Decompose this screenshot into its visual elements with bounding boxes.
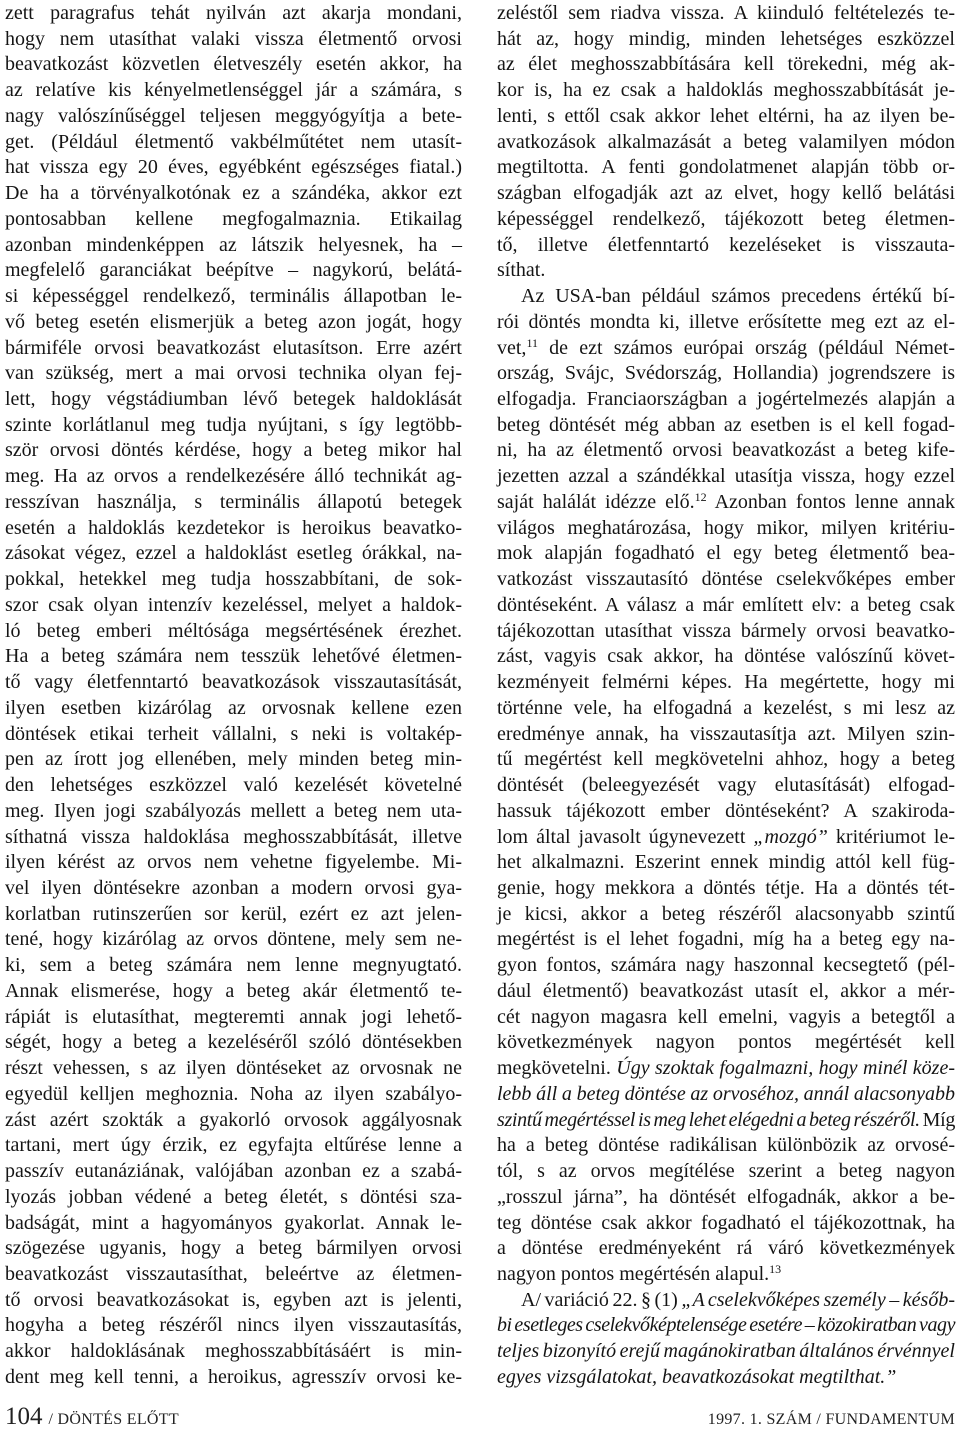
text-line [5, 1108, 462, 1134]
line-text: eredménye annak, ha visszautasítja azt. Milyen szin- [497, 722, 955, 745]
text-line [5, 104, 462, 130]
text-line [5, 52, 462, 78]
footnote-ref: 12 [694, 489, 707, 504]
italic-text: „mozgó” [753, 825, 828, 848]
text-line [497, 155, 955, 181]
line-text: tő orvosi beavatkozásokat is, egyben azt is jelenti, [5, 1288, 462, 1311]
line-text: világos meghatározása, hogy mikor, milyen kritériu- [497, 516, 955, 539]
line-text: hogy nem utasíthat valaki vissza életmentő orvosi [5, 27, 462, 50]
text-line [497, 52, 955, 78]
roman-text: Míg [919, 1108, 955, 1131]
line-text: történne vele, ha elfogadná a kezelést, s mi lesz az [497, 696, 955, 719]
line-text: het alkalmazni. Eszerint ennek mindig attól kell füg- [497, 851, 955, 874]
line-text: esetén a haldoklás kezdetekor is heroikus beavatko- [5, 516, 462, 539]
text-line [5, 979, 462, 1005]
italic-text: teljes bizonyító erejű magánokiratban általános érvénnyel [497, 1340, 955, 1363]
page-footer [5, 1403, 955, 1431]
paragraph [497, 1, 955, 284]
text-line [497, 747, 955, 773]
text-line [5, 1, 462, 27]
text-line [5, 876, 462, 902]
line-text: síthatná vissza haldoklása meghosszabbítását, illetve [5, 825, 462, 848]
line-text: szinte korlátlanul meg tudja nyújtani, s így legtöbb- [5, 413, 462, 436]
line-text: zást azért szokták a gyakorló orvosok aggályosnak [5, 1108, 462, 1131]
line-text: képességgel rendelkező, tájékozott beteg életmen- [497, 207, 955, 230]
text-line [497, 773, 955, 799]
line-text: szögezése ugyanis, hogy a beteg bármilyen orvosi [5, 1237, 462, 1260]
text-line [5, 1262, 462, 1288]
line-text: beteg döntését még abban az esetben is el kell fogad- [497, 413, 955, 436]
line-text: cét nagyon magasra kell emelni, vagyis a betegtől a [497, 1005, 955, 1028]
line-text: passzív eutanáziának, valójában azonban ez a szabá- [5, 1160, 462, 1183]
line-text: hogyha a beteg részéről nincs ilyen visszautasítás, [5, 1314, 462, 1337]
text-line [497, 1133, 955, 1159]
text-line [5, 1159, 462, 1185]
text-line [5, 696, 462, 722]
text-line [497, 130, 955, 156]
line-text: akkor haldoklásának meghosszabbításáért is min- [5, 1340, 462, 1363]
text-line [497, 1159, 955, 1185]
text-line [497, 284, 955, 310]
text-line [5, 1082, 462, 1108]
line-text: „rosszul járna”, ha döntését elfogadnák, akkor a be- [497, 1185, 955, 1208]
text-line [5, 1313, 462, 1339]
text-line [497, 1030, 955, 1056]
text-line [497, 1236, 955, 1262]
text-line [497, 722, 955, 748]
line-text: pen az írott jog ellenében, mely minden beteg min- [5, 748, 462, 771]
line-text: megtiltotta. A fenti gondolatmenet alapján több or- [497, 156, 955, 179]
line-text: rói döntés mondta ki, illetve erősítette meg ezt az el- [497, 310, 955, 333]
text-line [497, 207, 955, 233]
roman-text: megkövetelni. [497, 1057, 617, 1080]
line-text: megfelelő garanciákat beépítve – nagykorú, belátá- [5, 259, 462, 282]
text-line [5, 1339, 462, 1365]
line-text: vatkozást visszautasító döntése cselekvőképes ember [497, 568, 955, 591]
line-text: lenti, s ettől csak akkor lehet eltérni, ha az ilyen be- [497, 104, 955, 127]
line-text: avatkozások alkalmazását a beteg valamilyen módon [497, 130, 955, 153]
text-line [5, 1288, 462, 1314]
line-text: si képességgel rendelkező, terminális állapotban le- [5, 285, 462, 308]
text-line [5, 233, 462, 259]
page-number: 104 [5, 1403, 43, 1430]
text-line [5, 181, 462, 207]
line-text [497, 1340, 955, 1362]
text-line [497, 413, 955, 439]
line-text: hat vissza egy 20 éves, egyébként egészséges fiatal.) [5, 156, 462, 179]
footnote-ref: 13 [769, 1261, 782, 1276]
line-text: Ha a beteg számára nem tesszük lehetővé életmen- [5, 645, 462, 668]
line-text: korlatban rutinszerűen sor kerül, ezért ez azt jelen- [5, 902, 462, 925]
text-line [497, 799, 955, 825]
text-line [5, 387, 462, 413]
line-text: teg döntése csak akkor fogadható el tájékozottnak, ha [497, 1211, 955, 1234]
text-line [497, 78, 955, 104]
line-text: rápiát is elutasíthat, megteremti annak jogi lehető- [5, 1005, 462, 1028]
right-column [497, 1, 955, 1391]
line-text: megértést is el lehet fogadni, míg ha a beteg egy na- [497, 928, 955, 951]
text-line [497, 927, 955, 953]
section-title: / DÖNTÉS ELŐTT [48, 1411, 179, 1428]
text-line [5, 516, 462, 542]
text-line [5, 310, 462, 336]
line-text [497, 1263, 781, 1285]
line-text: bármiféle orvosi beavatkozást elutasítson. Erre azért [5, 336, 462, 359]
line-text: ilyen esetben kizárólag az orvosnak kellene ezen [5, 696, 462, 719]
text-line [497, 1313, 955, 1339]
text-line [5, 1211, 462, 1237]
line-text: tő, illetve életfenntartó kezeléseket is visszauta- [497, 233, 955, 256]
text-line [497, 619, 955, 645]
text-line [5, 747, 462, 773]
text-line [497, 258, 955, 284]
text-line [497, 567, 955, 593]
roman-text: lom által javasolt úgynevezett [497, 825, 754, 848]
line-text: jezetten azzal a szándékkal utasítja vissza, hogy ezzel [497, 465, 955, 488]
line-text: ló beteg emberi méltósága megsértésének érezhet. [5, 619, 462, 642]
line-text: döntések etikai terheit vállalni, s neki is voltakép- [5, 722, 462, 745]
text-line [5, 593, 462, 619]
roman-text: vet, [497, 336, 527, 359]
line-text: hassuk tájékozott ember döntéseként? A szakiroda- [497, 799, 955, 822]
line-text: get. (Például életmentő vakbélműtétet nem utasít- [5, 130, 462, 153]
text-line [5, 619, 462, 645]
text-line [497, 387, 955, 413]
line-text: tené, hogy kizárólag az orvos döntene, mely sem ne- [5, 928, 462, 951]
roman-text: saját halálát idézze elő. [497, 490, 695, 513]
italic-text: egyes vizsgálatokat, beavatkozásokat megtilthat.” [497, 1365, 897, 1388]
line-text: ki, sem a beteg számára nem lenne megnyugtató. [5, 954, 462, 977]
line-text: zett paragrafus tehát nyilván azt akarja mondani, [5, 2, 462, 24]
text-line [497, 1056, 955, 1082]
line-text: kor is, ha ez csak a haldoklás meghosszabbítását je- [497, 79, 955, 102]
text-line [497, 181, 955, 207]
line-text: pokkal, hetekkel meg tudja hosszabbítani, de sok- [5, 568, 462, 591]
text-line [5, 1056, 462, 1082]
text-line [5, 1030, 462, 1056]
text-line [5, 438, 462, 464]
text-line [497, 644, 955, 670]
line-text: meg. Ilyen jogi szabályozás mellett a beteg nem uta- [5, 799, 462, 822]
text-line [5, 927, 462, 953]
line-text: den lehetséges eszközzel való kezelését követelné [5, 774, 462, 797]
line-text: lett, hogy végstádiumban lévő betegek haldoklását [5, 388, 462, 411]
paragraph [497, 284, 955, 1288]
line-text [497, 1314, 955, 1336]
text-line [5, 258, 462, 284]
text-line [497, 876, 955, 902]
line-text: Annak elismerése, hogy a beteg akár életmentő te- [5, 979, 462, 1002]
text-line [5, 722, 462, 748]
line-text: van szükség, mert a mai orvosi technika olyan fej- [5, 362, 462, 385]
line-text: elfogadja. Franciaországban a jogértelmezés alapján a [497, 388, 955, 411]
text-line [5, 1133, 462, 1159]
line-text: dául életmentő) beavatkozást utasít el, akkor a mér- [497, 979, 955, 1002]
folio [5, 1403, 179, 1432]
text-line [497, 593, 955, 619]
text-line [5, 284, 462, 310]
text-line [5, 567, 462, 593]
line-text: következmények nagyon pontos megértését kell [497, 1031, 955, 1054]
text-line [497, 1288, 955, 1314]
line-text: síthat. [497, 259, 546, 282]
line-text: pontosabban kellene megfogalmaznia. Etikailag [5, 207, 462, 230]
text-line [497, 1365, 955, 1391]
text-line [497, 1339, 955, 1365]
text-line [5, 799, 462, 825]
line-text: döntéseként. A válasz a már említett elv: a beteg csak [497, 593, 955, 616]
text-line [497, 490, 955, 516]
text-line [5, 773, 462, 799]
line-text: az relatíve kis kényelmetlenséggel jár a számára, s [5, 79, 462, 102]
text-line [497, 902, 955, 928]
paragraph [5, 1, 462, 1391]
left-column [5, 1, 462, 1391]
text-line [5, 155, 462, 181]
text-line [5, 1185, 462, 1211]
line-text: beavatkozást közvetlen életveszély esetén akkor, ha [5, 53, 462, 76]
text-line [5, 850, 462, 876]
line-text: kezményeit felmérni képes. Ha megértette, hogy mi [497, 671, 955, 694]
line-text: szor csak olyan intenzív kezeléssel, melyet a haldok- [5, 593, 462, 616]
line-text: hát az, hogy mindig, minden lehetséges eszközzel [497, 27, 955, 50]
text-line [5, 670, 462, 696]
line-text: vel ilyen döntésekre azonban a modern orvosi gya- [5, 876, 462, 899]
text-line [5, 644, 462, 670]
line-text: az élet meghosszabbítására kell törekedni, még ak- [497, 53, 955, 76]
text-line [5, 1365, 462, 1391]
line-text: azonban mindenképpen az látszik helyesnek, ha – [5, 233, 462, 256]
text-line [5, 902, 462, 928]
roman-text: Azonban fontos lenne annak [706, 490, 955, 513]
italic-text: „A cselekvőképes személy – későb- [681, 1288, 955, 1311]
text-line [497, 979, 955, 1005]
text-line [5, 361, 462, 387]
line-text: tű megértést kell megkövetelni ahhoz, hogy a beteg [497, 748, 955, 771]
line-text: döntését (beleegyezését vagy elutasítását) elfogad- [497, 774, 955, 797]
roman-text: kritériumot le- [827, 825, 956, 848]
text-line [5, 336, 462, 362]
text-line [497, 1, 955, 27]
line-text [521, 1289, 955, 1311]
text-line [5, 413, 462, 439]
line-text: ha a beteg döntése radikálisan különbözik az orvosé- [497, 1134, 955, 1157]
line-text: je kicsi, akkor a beteg részéről alacsonyabb szintű [497, 902, 955, 925]
line-text: részt vehessen, s az ilyen döntéseket az orvosnak ne [5, 1057, 462, 1080]
text-line [497, 850, 955, 876]
line-text: zásokat végez, ezzel a haldoklást esetleg órákkal, na- [5, 542, 462, 565]
line-text: dent meg kell tenni, a heroikus, agresszív orvosi ke- [5, 1365, 462, 1388]
text-line [5, 490, 462, 516]
line-text: egyedül kelljen meghoznia. Noha az ilyen szabályo- [5, 1082, 462, 1105]
text-line [497, 104, 955, 130]
line-text: zást, vagyis csak akkor, ha döntése valószínű követ- [497, 645, 955, 668]
line-text: tő vagy életfenntartó beavatkozások visszautasítását, [5, 671, 462, 694]
text-line [5, 78, 462, 104]
text-line [5, 27, 462, 53]
line-text: mok alapján fogadható el egy beteg életmentő bea- [497, 542, 955, 565]
line-text: Az USA-ban például számos precedens értékű bí- [521, 285, 955, 308]
text-line [497, 336, 955, 362]
line-text: ször orvosi döntés kérdése, hogy a beteg mikor hal [5, 439, 462, 462]
text-line [497, 1005, 955, 1031]
text-line [497, 233, 955, 259]
text-line [5, 464, 462, 490]
line-text: a döntése eredményeként rá váró következmények [497, 1237, 955, 1260]
line-text: ni, ha az életmentő orvosi beavatkozást a beteg kife- [497, 439, 955, 462]
text-line [497, 1262, 955, 1288]
roman-text: de ezt számos európai ország (például Német- [538, 336, 955, 359]
text-line [5, 1236, 462, 1262]
footnote-ref: 11 [526, 335, 538, 350]
text-line [497, 310, 955, 336]
line-text: genie, hogy mekkora a döntés tétje. Ha a döntés tét- [497, 876, 955, 899]
line-text: De ha a törvényalkotónak ez a szándéka, akkor ezt [5, 182, 462, 205]
text-line [497, 1211, 955, 1237]
line-text: tájékozottan utasíthat vissza bármely orvosi beavatko- [497, 619, 955, 642]
text-line [497, 825, 955, 851]
line-text: resszívan használja, s terminális állapotú betegek [5, 490, 462, 513]
text-line [5, 1005, 462, 1031]
paragraph [497, 1288, 955, 1391]
line-text: beavatkozást visszautasíthat, beleértve az életmen- [5, 1262, 462, 1285]
line-text: ségét, hogy a beteg a kezeléséről szóló döntésekben [5, 1031, 462, 1054]
text-line [497, 361, 955, 387]
text-line [497, 1082, 955, 1108]
line-text [497, 337, 955, 359]
line-text: szágban elfogadják azt az elvet, hogy kellő belátási [497, 182, 955, 205]
line-text: meg. Ha az orvos a rendelkezésére álló technikát ag- [5, 465, 462, 488]
line-text: gyon fontos, számára nagy haszonnal kecsegtető (pél- [497, 954, 955, 977]
text-line [497, 27, 955, 53]
line-text [497, 826, 955, 848]
text-line [497, 953, 955, 979]
line-text: zeléstől sem riadva vissza. A kiinduló feltételezés te- [497, 2, 955, 24]
line-text [497, 1109, 955, 1131]
line-text: lyozás jobban védené a beteg életét, s döntési sza- [5, 1185, 462, 1208]
italic-text: lebb áll a beteg döntése az orvoséhoz, annál alacsonyabb [497, 1082, 955, 1105]
text-line [5, 207, 462, 233]
line-text [497, 1083, 955, 1105]
italic-text: Úgy szoktak fogalmazni, hogy minél köze- [616, 1057, 955, 1080]
line-text: badságát, mint a hagyományos gyakorlat. Annak le- [5, 1211, 462, 1234]
text-line [5, 825, 462, 851]
line-text [497, 1057, 955, 1079]
line-text: ország, Svájc, Svédország, Hollandia) jogrendszere is [497, 362, 955, 385]
line-text: tól, s az orvos megítélése szerint a beteg nagyon [497, 1160, 955, 1183]
text-line [497, 1108, 955, 1134]
text-line [497, 438, 955, 464]
line-text [497, 1366, 896, 1388]
text-line [5, 130, 462, 156]
text-line [497, 670, 955, 696]
text-line [497, 516, 955, 542]
text-line [497, 1185, 955, 1211]
text-line [497, 464, 955, 490]
text-line [5, 541, 462, 567]
italic-text: bi esetleges cselekvőképtelensége esetére – közokiratban vagy [497, 1314, 956, 1337]
text-line [5, 953, 462, 979]
italic-text: szintű megértéssel is meg lehet elégedni a beteg részéről. [497, 1108, 920, 1131]
issue-label: 1997. 1. SZÁM / FUNDAMENTUM [707, 1411, 955, 1428]
line-text: vő beteg esetén elismerjük a beteg azon jogát, hogy [5, 310, 462, 333]
line-text: tartani, mert úgy érzik, ez egyfajta eltűrése lenne a [5, 1134, 462, 1157]
text-line [497, 541, 955, 567]
roman-text: nagyon pontos megértésén alapul. [497, 1262, 770, 1285]
line-text: nagy valószínűséggel teljesen meggyógyítja a bete- [5, 104, 462, 127]
text-line [497, 696, 955, 722]
roman-text: A/ variáció 22. § (1) [521, 1288, 682, 1311]
line-text: ilyen kérést az orvos nem vehetne figyelembe. Mi- [5, 851, 462, 874]
line-text [497, 491, 955, 513]
